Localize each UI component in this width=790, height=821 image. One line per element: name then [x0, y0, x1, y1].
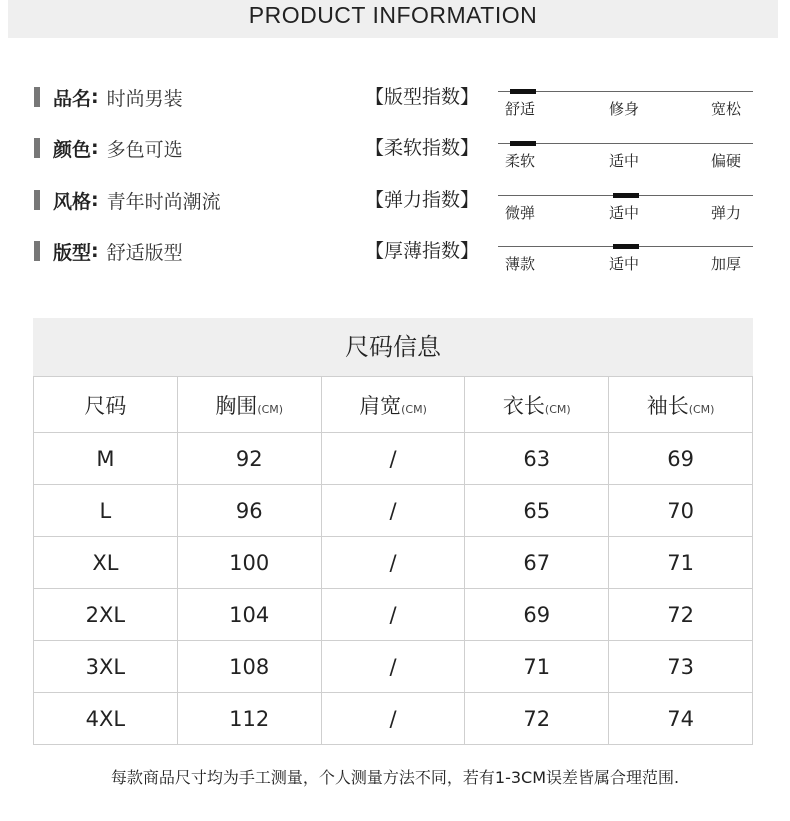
table-cell: 96: [177, 485, 321, 537]
table-cell: /: [321, 589, 465, 641]
table-row: [34, 641, 753, 693]
attribute-value: 多色可选: [106, 138, 183, 161]
column-unit: (CM): [401, 402, 427, 416]
attribute-label: 颜色: [53, 138, 92, 161]
column-header-sleeve: [609, 377, 753, 433]
measurement-footnote: 每款商品尺寸均为手工测量，个人测量方法不同，若有1-3CM误差皆属合理范围.: [110, 768, 680, 787]
column-header-label: 衣长: [502, 393, 545, 418]
table-cell: 100: [177, 537, 321, 589]
scale-line: [498, 143, 753, 144]
table-cell: 108: [177, 641, 321, 693]
page-title: PRODUCT INFORMATION: [248, 2, 538, 28]
column-header-shoulder: [321, 377, 465, 433]
scale-label-low: 舒适: [505, 100, 536, 118]
attribute-label: 品名: [53, 87, 92, 110]
table-cell: 73: [609, 641, 753, 693]
attribute-value: 时尚男装: [106, 87, 183, 110]
column-header-label: 胸围: [215, 393, 258, 418]
scale-line: [498, 91, 753, 92]
table-cell: 4XL: [34, 693, 178, 745]
attribute-marker: [34, 190, 40, 210]
attribute-value: 舒适版型: [106, 241, 183, 264]
scale-label-high: 加厚: [711, 255, 742, 273]
column-header-size: [34, 377, 178, 433]
scale-label-high: 弹力: [711, 204, 742, 222]
table-cell: 69: [465, 589, 609, 641]
table-row: [34, 485, 753, 537]
attribute-marker: [34, 241, 40, 261]
column-unit: (CM): [257, 402, 284, 416]
index-title: 【弹力指数】: [365, 189, 480, 211]
attribute-colon: :: [91, 137, 99, 159]
scale-indicator: [613, 244, 639, 249]
attribute-row: [34, 82, 183, 112]
size-table: [33, 376, 753, 745]
table-cell: 72: [465, 693, 609, 745]
column-unit: (CM): [544, 402, 571, 416]
scale-indicator: [510, 89, 536, 94]
table-cell: 3XL: [34, 641, 178, 693]
table-cell: 70: [609, 485, 753, 537]
table-cell: 67: [465, 537, 609, 589]
attribute-colon: :: [91, 86, 99, 108]
table-cell: /: [321, 537, 465, 589]
table-cell: 104: [177, 589, 321, 641]
attribute-row: [34, 236, 183, 266]
size-table-title: 尺码信息: [33, 318, 753, 376]
attribute-marker: [34, 138, 40, 158]
attribute-marker: [34, 87, 40, 107]
table-row: [34, 693, 753, 745]
header-bar: [8, 0, 778, 38]
column-unit: (CM): [688, 402, 715, 416]
scale-indicator: [510, 141, 536, 146]
attribute-colon: :: [91, 189, 99, 211]
scale-label-mid: 适中: [609, 152, 640, 170]
scale-indicator: [613, 193, 639, 198]
scale-label-low: 薄款: [505, 255, 536, 273]
column-header-label: 肩宽: [359, 393, 402, 418]
attribute-label: 版型: [53, 241, 92, 264]
table-cell: 71: [609, 537, 753, 589]
table-cell: 92: [177, 433, 321, 485]
scale-label-high: 宽松: [711, 100, 742, 118]
column-header-label: 袖长: [646, 393, 689, 418]
index-scale: [498, 246, 753, 276]
index-title: 【厚薄指数】: [365, 240, 480, 262]
table-cell: 2XL: [34, 589, 178, 641]
table-cell: 74: [609, 693, 753, 745]
table-cell: 112: [177, 693, 321, 745]
scale-label-mid: 适中: [609, 255, 640, 273]
table-cell: /: [321, 693, 465, 745]
table-header-row: [34, 377, 753, 433]
column-header-chest: [177, 377, 321, 433]
scale-label-low: 微弹: [505, 204, 536, 222]
attribute-row: [34, 133, 183, 163]
index-scale: [498, 91, 753, 121]
scale-label-mid: 修身: [609, 100, 640, 118]
index-title: 【版型指数】: [365, 86, 480, 108]
table-row: [34, 537, 753, 589]
table-cell: /: [321, 641, 465, 693]
table-cell: 71: [465, 641, 609, 693]
table-cell: 69: [609, 433, 753, 485]
table-cell: 72: [609, 589, 753, 641]
table-cell: 65: [465, 485, 609, 537]
index-title: 【柔软指数】: [365, 137, 480, 159]
table-row: [34, 589, 753, 641]
scale-label-high: 偏硬: [711, 152, 742, 170]
index-scale: [498, 143, 753, 173]
table-cell: L: [34, 485, 178, 537]
attribute-row: [34, 185, 221, 215]
table-cell: XL: [34, 537, 178, 589]
table-row: [34, 433, 753, 485]
table-cell: 63: [465, 433, 609, 485]
table-cell: /: [321, 485, 465, 537]
table-cell: /: [321, 433, 465, 485]
attribute-value: 青年时尚潮流: [106, 190, 221, 213]
scale-label-mid: 适中: [609, 204, 640, 222]
table-cell: M: [34, 433, 178, 485]
size-table-section: [33, 318, 753, 745]
column-header-label: 尺码: [84, 393, 127, 418]
column-header-length: [465, 377, 609, 433]
scale-label-low: 柔软: [505, 152, 536, 170]
index-scale: [498, 195, 753, 225]
attribute-label: 风格: [53, 190, 92, 213]
attribute-colon: :: [91, 240, 99, 262]
